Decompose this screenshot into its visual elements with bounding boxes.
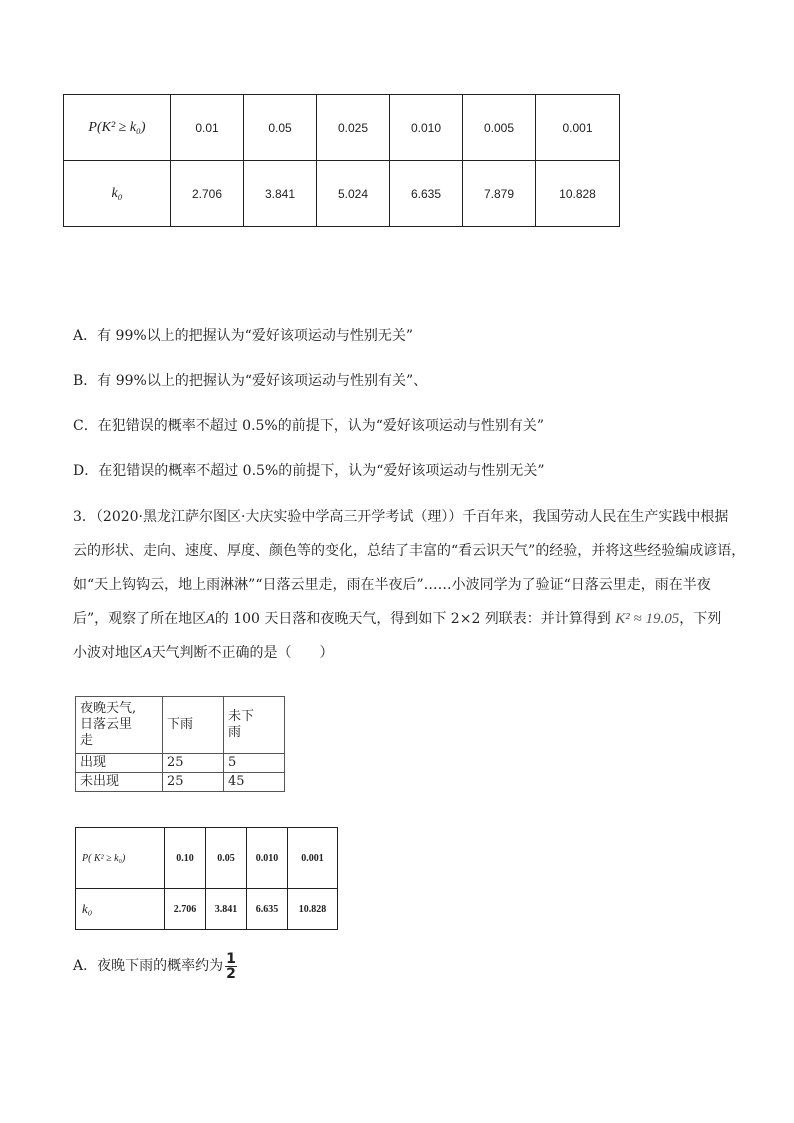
question-line: 如“天上钩钩云，地上雨淋淋”“日落云里走，雨在半夜后”……小波同学为了验证“日落云里走，雨在半夜 [73, 577, 711, 593]
critical-value-table [63, 94, 620, 227]
table-cell: 10.828 [536, 161, 620, 227]
table-cell: 0.05 [206, 828, 247, 889]
table-cell: 2.706 [165, 889, 206, 930]
table-cell: 未出现 [76, 773, 163, 792]
table-cell: 25 [163, 754, 224, 773]
table-cell: 3.841 [244, 161, 317, 227]
table-cell: 0.10 [165, 828, 206, 889]
table-row [64, 95, 620, 161]
table-row [76, 697, 285, 754]
table-header-cell: k₀ [64, 161, 171, 227]
option-a: A．有 99%以上的把握认为“爱好该项运动与性别无关” [73, 328, 413, 344]
table-cell: 45 [224, 773, 285, 792]
fraction-denominator: 2 [226, 965, 236, 982]
table-cell: 7.879 [463, 161, 536, 227]
table-cell: 0.05 [244, 95, 317, 161]
table-cell: 0.001 [288, 828, 338, 889]
table-cell: 0.010 [247, 828, 288, 889]
table-cell: 出现 [76, 754, 163, 773]
table-cell: 2.706 [171, 161, 244, 227]
option-text: A．夜晚下雨的概率约为 [73, 958, 224, 974]
variable-a: A [143, 646, 152, 661]
question-line: 云的形状、走向、速度、厚度、颜色等的变化，总结了丰富的“看云识天气”的经验，并将这些经验编成谚语， [73, 543, 746, 559]
question-line [73, 636, 723, 670]
question-line [73, 602, 723, 636]
table-cell: 0.005 [463, 95, 536, 161]
table-header-cell: P( K² ≥ k₀) [76, 828, 165, 889]
option-d: D．在犯错误的概率不超过 0.5%的前提下，认为“爱好该项运动与性别无关” [73, 463, 545, 479]
table-cell: 5.024 [317, 161, 390, 227]
text-fragment: 小波对地区 [73, 645, 143, 661]
table-cell: 0.01 [171, 95, 244, 161]
critical-value-table-small [75, 827, 338, 930]
question-3-text [73, 500, 746, 670]
table-cell: 0.025 [317, 95, 390, 161]
table-cell: 6.635 [247, 889, 288, 930]
table-cell: 0.001 [536, 95, 620, 161]
option-c: C．在犯错误的概率不超过 0.5%的前提下，认为“爱好该项运动与性别有关” [73, 418, 545, 434]
text-fragment: 的 100 天日落和夜晚天气，得到如下 2×2 列联表：并计算得到 [214, 611, 611, 627]
table-row [76, 889, 338, 930]
chi-square-value: K² ≈ 19.05 [615, 611, 680, 627]
q3-option-a [73, 950, 237, 982]
table-header-cell: P(K² ≥ k₀) [64, 95, 171, 161]
table-cell: 6.635 [390, 161, 463, 227]
table-row [64, 161, 620, 227]
table-cell: 3.841 [206, 889, 247, 930]
table-header-cell: 未下 雨 [224, 697, 285, 754]
table-cell: 10.828 [288, 889, 338, 930]
table-cell: 5 [224, 754, 285, 773]
text-fragment: 后”，观察了所在地区 [73, 611, 207, 627]
fraction [225, 952, 237, 981]
option-b: B．有 99%以上的把握认为“爱好该项运动与性别有关”、 [73, 373, 428, 389]
text-fragment: 天气判断不正确的是（ ） [151, 645, 334, 661]
contingency-table [75, 696, 285, 792]
table-header-cell: 夜晚天气, 日落云里 走 [76, 697, 163, 754]
question-line: 3．（2020·黑龙江萨尔图区·大庆实验中学高三开学考试（理））千百年来，我国劳动人民在生产实践中根据 [73, 509, 729, 525]
table-header-cell: 下雨 [163, 697, 224, 754]
table-cell: 25 [163, 773, 224, 792]
text-fragment: ，下列 [679, 611, 722, 627]
table-row [76, 773, 285, 792]
table-row [76, 754, 285, 773]
table-cell: 0.010 [390, 95, 463, 161]
table-header-cell: k₀ [76, 889, 165, 930]
table-row [76, 828, 338, 889]
fraction-numerator: 1 [226, 950, 236, 967]
variable-a: A [206, 612, 215, 627]
